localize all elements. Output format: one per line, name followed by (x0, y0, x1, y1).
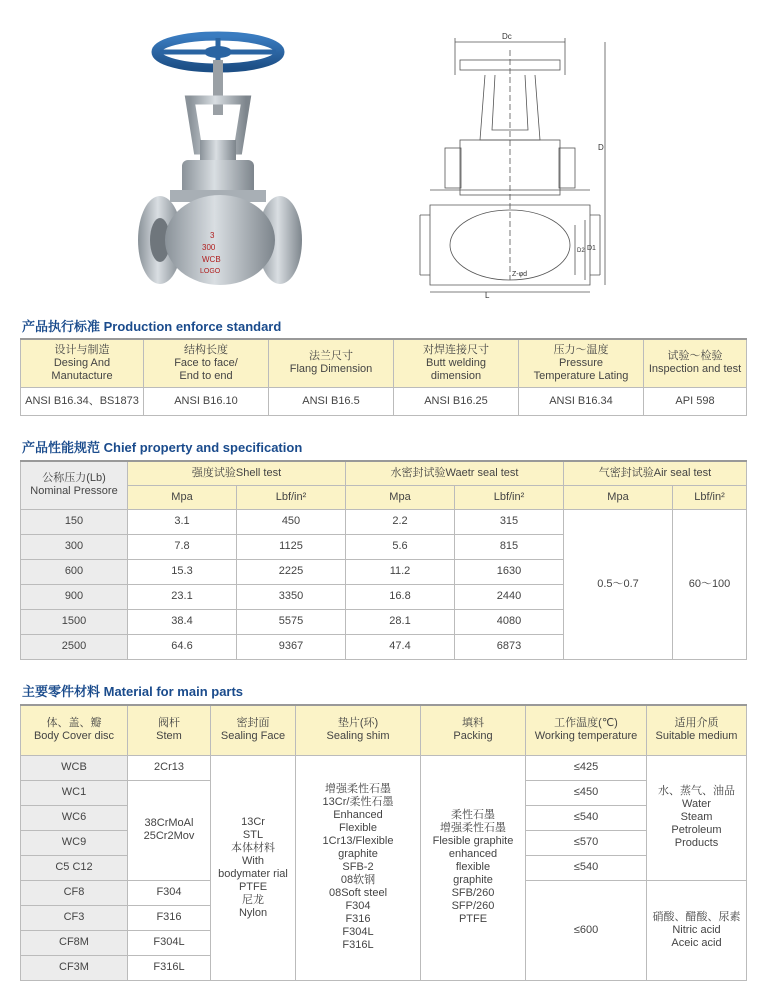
label-zd: Z-φd (512, 271, 528, 278)
working-temperature: ≤540 (526, 805, 647, 830)
pressure-class: 1500 (21, 609, 128, 634)
stem-material-alloy: 38CrMoAl 25Cr2Mov (128, 780, 211, 880)
shell-mpa: 3.1 (128, 509, 237, 534)
standard-section-title: 产品执行标准 Production enforce standard (22, 319, 282, 334)
body-material: CF3M (21, 955, 128, 980)
label-d: D1 (587, 245, 596, 252)
property-header-pressure: 公称压力(Lb) Nominal Pressore (21, 461, 128, 509)
shell-mpa: 15.3 (128, 559, 237, 584)
material-header-body: 体、盖、瓣 Body Cover disc (21, 705, 128, 755)
standard-header-design: 设计与制造 Desing And Manutacture (21, 339, 144, 387)
technical-drawing (400, 30, 615, 300)
valve-photo (130, 30, 310, 300)
label-l: L (485, 291, 490, 300)
material-header-shim: 垫片(环) Sealing shim (296, 705, 421, 755)
water-lbf: 6873 (455, 634, 564, 659)
shell-mpa: 38.4 (128, 609, 237, 634)
body-mark-3: WCB (202, 255, 221, 264)
label-h: D (598, 143, 604, 152)
standard-header-pressure: 压力～温度 Pressure Temperature Lating (519, 339, 644, 387)
shim-material: 增强柔性石墨 13Cr/柔性石墨 Enhanced Flexible 1Cr13/Flexible graphite SFB-2 08软钢 08Soft steel F304 F316 F304L F316L (296, 755, 421, 980)
property-group-air: 气密封试验Air seal test (564, 461, 747, 485)
stem-material: F316 (128, 905, 211, 930)
working-temperature: ≤425 (526, 755, 647, 780)
water-mpa: 11.2 (346, 559, 455, 584)
body-mark-4: LOGO (200, 268, 221, 275)
shell-mpa: 23.1 (128, 584, 237, 609)
pressure-class: 2500 (21, 634, 128, 659)
body-material: CF8M (21, 930, 128, 955)
body-material: WC6 (21, 805, 128, 830)
water-mpa: 16.8 (346, 584, 455, 609)
medium-stainless: 硝酸、醋酸、尿素 Nitric acid Aceic acid (647, 880, 747, 980)
water-lbf: 4080 (455, 609, 564, 634)
water-mpa: 5.6 (346, 534, 455, 559)
body-material: C5 C12 (21, 855, 128, 880)
water-lbf: 2440 (455, 584, 564, 609)
property-table (20, 460, 747, 660)
working-temperature-ss: ≤600 (526, 880, 647, 980)
material-header-stem: 阀杆 Stem (128, 705, 211, 755)
body-material: CF8 (21, 880, 128, 905)
material-header-sealing-face: 密封面 Sealing Face (211, 705, 296, 755)
material-table (20, 704, 747, 981)
material-header-temperature: 工作温度(℃) Working temperature (526, 705, 647, 755)
shell-lbf: 450 (237, 509, 346, 534)
pressure-class: 600 (21, 559, 128, 584)
body-material: CF3 (21, 905, 128, 930)
water-lbf: 315 (455, 509, 564, 534)
standard-value-pressure: ANSI B16.34 (519, 387, 644, 415)
shell-mpa: 64.6 (128, 634, 237, 659)
working-temperature: ≤570 (526, 830, 647, 855)
working-temperature: ≤540 (526, 855, 647, 880)
air-lbf: 60～100 (673, 509, 747, 659)
standard-value-flange: ANSI B16.5 (269, 387, 394, 415)
stem-material: 2Cr13 (128, 755, 211, 780)
unit-shell-mpa: Mpa (128, 485, 237, 509)
standard-header-inspection: 试验～检验 Inspection and test (644, 339, 747, 387)
property-group-water: 水密封试验Waetr seal test (346, 461, 564, 485)
property-section-title: 产品性能规范 Chief property and specification (22, 440, 303, 455)
standard-value-design: ANSI B16.34、BS1873 (21, 387, 144, 415)
shell-lbf: 5575 (237, 609, 346, 634)
standard-value-inspection: API 598 (644, 387, 747, 415)
air-mpa: 0.5～0.7 (564, 509, 673, 659)
standard-value-face: ANSI B16.10 (144, 387, 269, 415)
shell-lbf: 3350 (237, 584, 346, 609)
unit-air-lbf: Lbf/in² (673, 485, 747, 509)
property-group-shell: 强度试验Shell test (128, 461, 346, 485)
pressure-class: 300 (21, 534, 128, 559)
pressure-class: 150 (21, 509, 128, 534)
standard-table (20, 338, 747, 416)
unit-water-lbf: Lbf/in² (455, 485, 564, 509)
medium-carbon: 水、蒸气、油品 Water Steam Petroleum Products (647, 755, 747, 880)
body-material: WCB (21, 755, 128, 780)
standard-header-flange: 法兰尺寸 Flang Dimension (269, 339, 394, 387)
stem-material: F304L (128, 930, 211, 955)
shell-lbf: 2225 (237, 559, 346, 584)
working-temperature: ≤450 (526, 780, 647, 805)
stem-material: F316L (128, 955, 211, 980)
unit-air-mpa: Mpa (564, 485, 673, 509)
body-mark-1: 3 (210, 231, 215, 240)
water-lbf: 815 (455, 534, 564, 559)
label-dc: Dc (502, 32, 512, 41)
material-section-title: 主要零件材料 Material for main parts (22, 684, 244, 699)
stem-material: F304 (128, 880, 211, 905)
body-mark-2: 300 (202, 243, 216, 252)
label-d1: D2 (577, 248, 585, 254)
shell-lbf: 1125 (237, 534, 346, 559)
shell-lbf: 9367 (237, 634, 346, 659)
water-mpa: 47.4 (346, 634, 455, 659)
unit-shell-lbf: Lbf/in² (237, 485, 346, 509)
water-mpa: 28.1 (346, 609, 455, 634)
material-header-medium: 适用介质 Suitable medium (647, 705, 747, 755)
standard-header-face: 结构长度 Face to face/ End to end (144, 339, 269, 387)
sealing-face-material: 13Cr STL 本体材料 With bodymater rial PTFE 尼龙 Nylon (211, 755, 296, 980)
shell-mpa: 7.8 (128, 534, 237, 559)
water-mpa: 2.2 (346, 509, 455, 534)
body-material: WC9 (21, 830, 128, 855)
pressure-class: 900 (21, 584, 128, 609)
unit-water-mpa: Mpa (346, 485, 455, 509)
body-material: WC1 (21, 780, 128, 805)
standard-header-butt: 对焊连接尺寸 Butt welding dimension (394, 339, 519, 387)
packing-material: 柔性石墨 增强柔性石墨 Flesible graphite enhanced flexible graphite SFB/260 SFP/260 PTFE (421, 755, 526, 980)
standard-value-butt: ANSI B16.25 (394, 387, 519, 415)
water-lbf: 1630 (455, 559, 564, 584)
material-header-packing: 填料 Packing (421, 705, 526, 755)
